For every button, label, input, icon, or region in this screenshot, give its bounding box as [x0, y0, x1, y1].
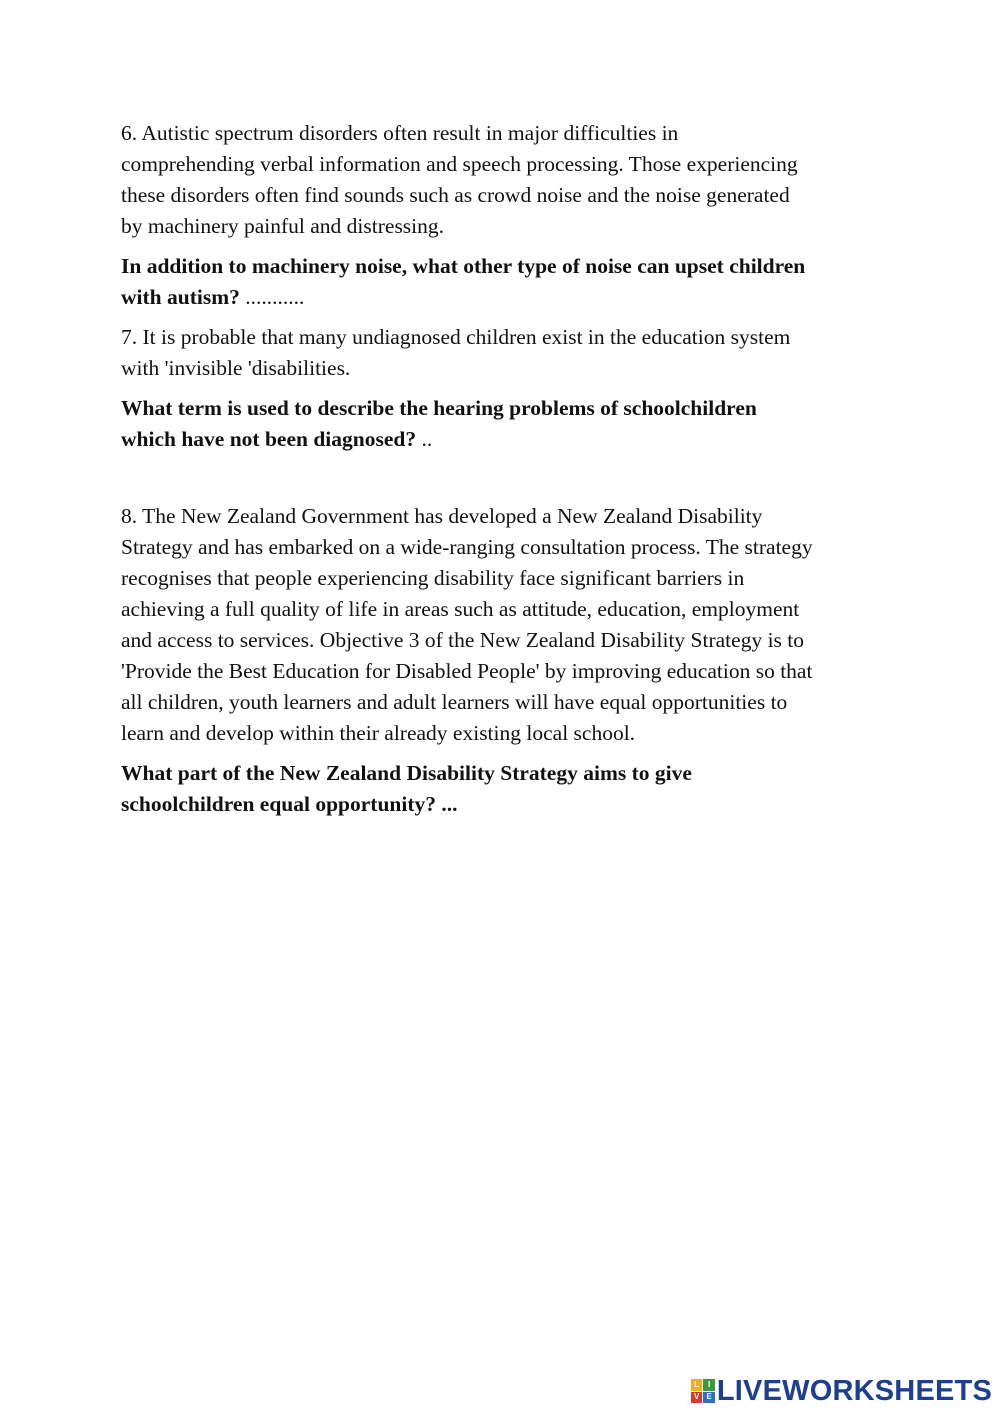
passage-7: 7. It is probable that many undiagnosed children exist in the education system with 'invisible 'disabilities.	[121, 325, 791, 380]
answer-blank-6[interactable]: ...........	[239, 285, 305, 309]
logo-grid-cell-l: L	[691, 1379, 703, 1391]
answer-blank-8[interactable]: ...	[436, 792, 458, 816]
logo-grid-cell-i: I	[703, 1379, 715, 1391]
liveworksheets-grid-icon	[691, 1379, 715, 1403]
worksheet-content	[121, 118, 891, 820]
logo-grid-cell-e: E	[703, 1392, 715, 1404]
answer-blank-7[interactable]: ..	[416, 427, 433, 451]
passage-8: 8. The New Zealand Government has developed a New Zealand Disability Strategy and has embarked on a wide-ranging consultation process. The strategy recognises that people experiencing disability face significant barriers in achieving a full quality of life in areas such as attitude, education, employment and access to services. Objective 3 of the New Zealand Disability Strategy is to 'Provide the Best Education for Disabled People' by improving education so that all children, youth learners and adult learners will have equal opportunities to learn and develop within their already existing local school.	[121, 504, 813, 745]
liveworksheets-logo	[691, 1375, 992, 1407]
logo-grid-cell-v: V	[691, 1392, 703, 1404]
question-6-text: In addition to machinery noise, what other type of noise can upset children with autism?	[121, 254, 806, 309]
passage-6: 6. Autistic spectrum disorders often result in major difficulties in comprehending verbal information and speech processing. Those experiencing these disorders often find sounds such as crowd noise and the noise generated by machinery painful and distressing.	[121, 121, 798, 238]
logo-text: LIVEWORKSHEETS	[716, 1374, 992, 1407]
question-7	[121, 393, 891, 455]
question-7-text: What term is used to describe the hearing problems of schoolchildren which have not been diagnosed?	[121, 396, 757, 451]
question-8-text: What part of the New Zealand Disability Strategy aims to give schoolchildren equal opportunity?	[121, 761, 692, 816]
question-6	[121, 251, 891, 313]
question-8	[121, 758, 891, 820]
